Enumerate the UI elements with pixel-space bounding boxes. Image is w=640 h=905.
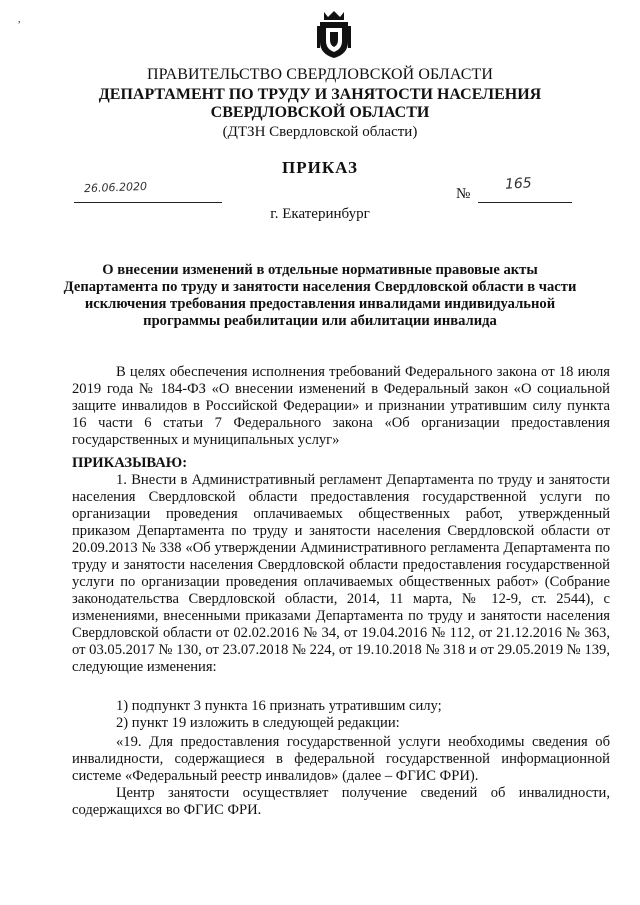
date-line	[74, 202, 222, 203]
center-text: Центр занятости осуществляет получение сведений об инвалидности, содержащихся во ФГИС ФРИ.	[72, 785, 610, 818]
department-name: ДЕПАРТАМЕНТ ПО ТРУДУ И ЗАНЯТОСТИ НАСЕЛЕНИЯ СВЕРДЛОВСКОЙ ОБЛАСТИ	[98, 86, 542, 121]
item-1-text: 1. Внести в Административный регламент Департамента по труду и занятости населения Свердловской области предоставления государственной услуги по организации проведения оплачиваемых общественных работ, утвержденный приказом Департамента по труду и занятости населения Свердловской области от 20.09.2013 № 338 «Об утверждении Административного регламента Департамента по труду и занятости населения Свердловской области предоставления государственной услуги по организации проведения оплачиваемых общественных работ» (Собрание законодательства Свердловской области, 2014, 11 марта, № 12-9, ст. 2544), с изменениями, внесенными приказами Департамента по труду и занятости населения Свердловской области от 02.02.2016 № 34, от 19.04.2016 № 112, от 21.12.2016 № 363, от 03.05.2017 № 130, от 23.07.2018 № 224, от 19.10.2018 № 318 и от 29.05.2019 № 139, следующие изменения:	[72, 472, 610, 675]
handwritten-date: 26.06.2020	[83, 179, 148, 196]
subitem-1-text: 1) подпункт 3 пункта 16 признать утратившим силу;	[116, 698, 442, 714]
quote-paragraph	[72, 734, 610, 785]
handwritten-number: 165	[504, 175, 533, 193]
center-paragraph	[72, 785, 610, 819]
preamble-text: В целях обеспечения исполнения требований Федерального закона от 18 июля 2019 года № 184-ФЗ «О внесении изменений в Федеральный закон «О социальной защите инвалидов в Российской Федерации» и признании утратившим силу пункта 16 части 6 статьи 7 Федерального закона «Об организации предоставления государственных и муниципальных услуг»	[72, 364, 610, 448]
order-title: О внесении изменений в отдельные нормативные правовые акты Департамента по труду и занятости населения Свердловской области в части исключения требования предоставления инвалидами индивидуальной программы реабилитации или абилитации инвалида	[63, 262, 577, 329]
preamble	[72, 364, 610, 449]
department-abbreviation: (ДТЗН Свердловской области)	[222, 124, 418, 140]
government-name: ПРАВИТЕЛЬСТВО СВЕРДЛОВСКОЙ ОБЛАСТИ	[146, 66, 494, 83]
item-1	[72, 472, 610, 676]
margin-mark: ,	[18, 14, 21, 25]
quote-text: «19. Для предоставления государственной услуги необходимы сведения об инвалидности, содержащиеся в федеральной государственной информационной системе «Федеральный реестр инвалидов» (далее – ФГИС ФРИ).	[72, 734, 610, 784]
subitem-2	[72, 715, 610, 732]
document-type: ПРИКАЗ	[282, 158, 358, 177]
subitem-1	[72, 698, 610, 715]
order-word-block	[72, 455, 610, 472]
city: г. Екатеринбург	[270, 206, 370, 222]
order-word: ПРИКАЗЫВАЮ:	[72, 455, 188, 471]
number-line	[478, 202, 572, 203]
subitem-2-text: 2) пункт 19 изложить в следующей редакции:	[116, 715, 400, 731]
coat-of-arms-icon	[316, 8, 352, 60]
number-label: №	[456, 186, 471, 202]
